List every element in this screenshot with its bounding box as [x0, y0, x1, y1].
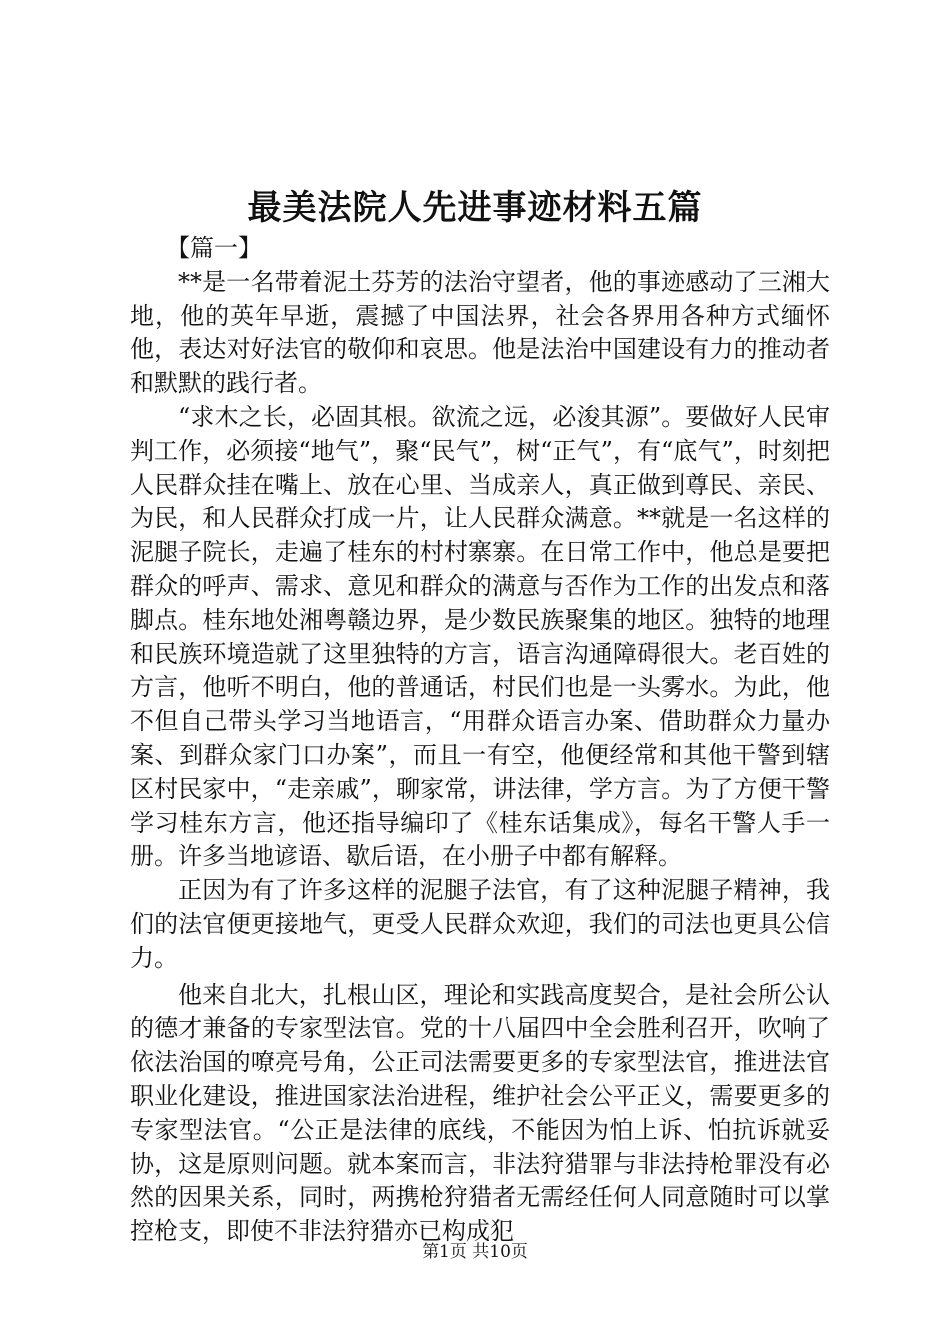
section-label: 【篇一】 [166, 234, 262, 262]
page-footer: 第1页 共10页 [422, 1242, 528, 1262]
paragraph-1: **是一名带着泥土芬芳的法治守望者，他的事迹感动了三湘大地，他的英年早逝，震撼了中国法界，社会各界用各种方式缅怀他，表达对好法官的敬仰和哀思。他是法治中国建设有力的推动者和默默的践行者。 [130, 267, 830, 398]
document-body [130, 232, 830, 1249]
paragraph-4: 他来自北大，扎根山区，理论和实践高度契合，是社会所公认的德才兼备的专家型法官。党的十八届四中全会胜利召开，吹响了依法治国的嘹亮号角，公正司法需要更多的专家型法官，推进法官职业化建设，推进国家法治进程，维护社会公平正义，需要更多的专家型法官。“公正是法律的底线，不能因为怕上诉、怕抗诉就妥协，这是原则问题。就本案而言，非法狩猎罪与非法持枪罪没有必然的因果关系，同时，两携枪狩猎者无需经任何人同意随时可以掌控枪支，即使不非法狩猎亦已构成犯 [130, 980, 830, 1246]
paragraph-3: 正因为有了许多这样的泥腿子法官，有了这种泥腿子精神，我们的法官便更接地气，更受人民群众欢迎，我们的司法也更具公信力。 [130, 876, 830, 972]
document-title: 最美法院人先进事迹材料五篇 [247, 188, 703, 228]
paragraph-2: “求木之长，必固其根。欲流之远，必浚其源”。要做好人民审判工作，必须接“地气”，聚“民气”，树“正气”，有“底气”，时刻把人民群众挂在嘴上、放在心里、当成亲人，真正做到尊民、亲民、为民，和人民群众打成一片，让人民群众满意。**就是一名这样的泥腿子院长，走遍了桂东的村村寨寨。在日常工作中，他总是要把群众的呼声、需求、意见和群众的满意与否作为工作的出发点和落脚点。桂东地处湘粤赣边界，是少数民族聚集的地区。独特的地理和民族环境造就了这里独特的方言，语言沟通障碍很大。老百姓的方言，他听不明白，他的普通话，村民们也是一头雾水。为此，他不但自己带头学习当地语言，“用群众语言办案、借助群众力量办案、到群众家门口办案”，而且一有空，他便经常和其他干警到辖区村民家中，“走亲戚”，聊家常，讲法律，学方言。为了方便干警学习桂东方言，他还指导编印了《桂东话集成》，每名干警人手一册。许多当地谚语、歇后语，在小册子中都有解释。 [130, 402, 830, 871]
